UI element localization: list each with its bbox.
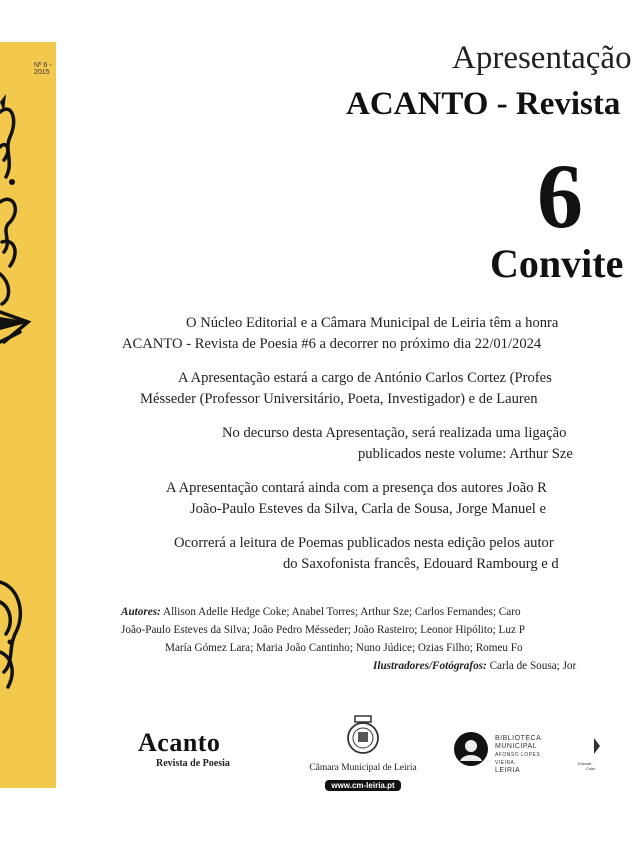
convite-heading: Convite — [490, 241, 624, 286]
biblioteca-text — [495, 735, 543, 775]
bib-line4: LEIRIA — [495, 767, 521, 774]
p4-line2: João-Paulo Esteves da Silva, Carla de Sousa, Jorge Manuel e — [190, 501, 546, 517]
authors-line3: María Gómez Lara; Maria João Cantinho; Nuno Júdice; Ozias Filho; Romeu Fo — [165, 642, 523, 654]
paragraph-reading — [174, 533, 554, 554]
authors-line2: João-Paulo Esteves da Silva; João Pedro Mésseder; João Rasteiro; Leonor Hipólito; Luz P — [121, 624, 525, 636]
p3-line1: No decurso desta Apresentação, será realizada uma ligação — [222, 425, 567, 441]
paragraph-authors-present-2 — [190, 499, 546, 520]
paragraph-invitation — [186, 313, 558, 334]
edu-line2: Cultu — [586, 766, 596, 771]
bib-line2: MUNICIPAL — [495, 743, 538, 750]
portrait-icon — [453, 731, 489, 767]
paragraph-link-2 — [358, 444, 573, 465]
issue-number: 6 — [537, 145, 583, 247]
illustrators-label: Ilustradores/Fotógrafos: — [373, 660, 487, 672]
authors-line1: Allison Adelle Hedge Coke; Anabel Torres; Arthur Sze; Carlos Fernandes; Caro — [162, 606, 521, 618]
edu-line1: Educati — [578, 761, 592, 766]
acanto-subtitle: Revista de Poesia — [156, 758, 230, 769]
education-emblem-icon — [578, 736, 600, 756]
credits-authors-line2 — [121, 622, 525, 639]
camara-name: Câmara Municipal de Leiria — [309, 763, 417, 773]
bib-line3: AFONSO LOPES VIEIRA — [495, 752, 541, 766]
paragraph-authors-present — [166, 478, 547, 499]
illustrators-line: Carla de Sousa; Jor — [489, 660, 577, 672]
leiria-crest-icon — [341, 714, 385, 758]
credits-illustrators — [373, 658, 576, 675]
authors-label: Autores: — [121, 606, 161, 618]
camara-leiria-logo — [298, 714, 428, 793]
p1-line1: O Núcleo Editorial e a Câmara Municipal de Leiria têm a honra — [186, 315, 559, 331]
acanto-logo — [138, 728, 258, 769]
paragraph-reading-2 — [283, 554, 559, 575]
paragraph-presenters-2 — [140, 389, 538, 410]
bib-line1: BIBLIOTECA — [495, 735, 542, 742]
acanto-wordmark: Acanto — [138, 728, 221, 757]
p3-line2: publicados neste volume: Arthur Sze — [358, 446, 573, 462]
p2-line1: A Apresentação estará a cargo de António Carlos Cortez (Profes — [178, 370, 552, 386]
paragraph-invitation-2 — [122, 334, 541, 355]
cover-artwork — [0, 42, 56, 788]
credits-authors-line1 — [121, 604, 521, 621]
p4-line1: A Apresentação contará ainda com a presença dos autores João R — [166, 480, 547, 496]
paragraph-link — [222, 423, 566, 444]
title-apresentacao: Apresentação — [452, 40, 632, 76]
camara-url[interactable]: www.cm-leiria.pt — [325, 780, 400, 791]
paragraph-presenters — [178, 368, 552, 389]
p5-line2: do Saxofonista francês, Edouard Rambourg e d — [283, 556, 559, 572]
p1-line2: ACANTO - Revista de Poesia #6 a decorrer no próximo dia 22/01/2024 — [122, 336, 542, 352]
credits-authors-line3 — [165, 640, 523, 657]
title-acanto-revista: ACANTO - Revista — [346, 86, 621, 122]
p2-line2: Mésseder (Professor Universitário, Poeta, Investigador) e de Lauren — [140, 391, 538, 407]
cover-issue: Nº 6 - 2015 — [34, 62, 52, 76]
magazine-cover — [0, 42, 56, 788]
education-logo — [578, 736, 600, 771]
p5-line1: Ocorrerá a leitura de Poemas publicados nesta edição pelos autor — [174, 535, 554, 551]
